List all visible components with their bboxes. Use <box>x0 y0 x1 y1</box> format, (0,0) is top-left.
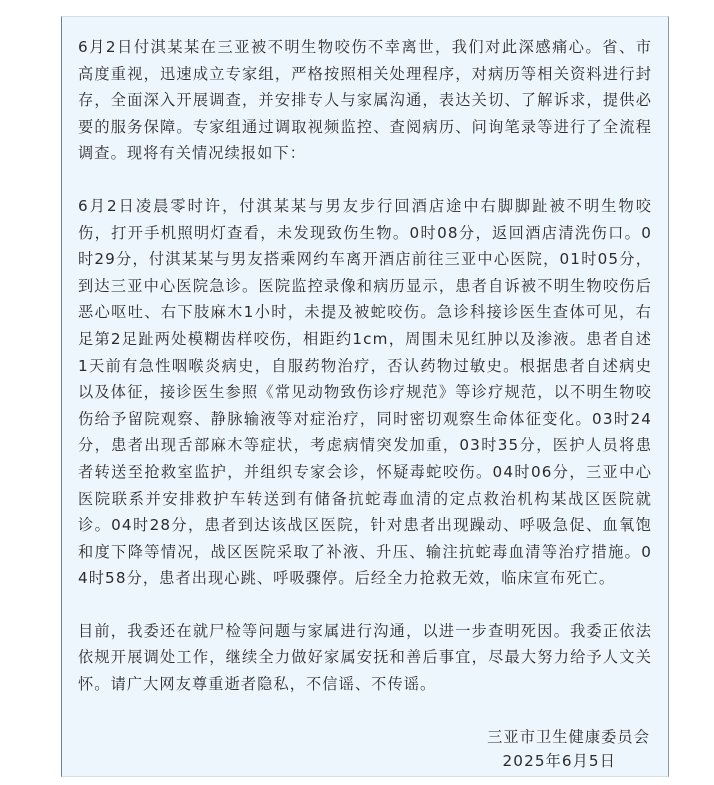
intro-paragraph: 6月2日付淇某某在三亚被不明生物咬伤不幸离世，我们对此深感痛心。省、市高度重视，迅速成立专家组，严格按照相关处理程序，对病历等相关资料进行封存，全面深入开展调查，并安排专人与家属沟通，表达关切、了解诉求，提供必要的服务保障。专家组通过调取视频监控、查阅病历、问询笔录等进行了全流程调查。现将有关情况续报如下： <box>78 38 652 163</box>
timeline-paragraph: 6月2日凌晨零时许，付淇某某与男友步行回酒店途中右脚脚趾被不明生物咬伤，打开手机照明灯查看，未发现致伤生物。0时08分，返回酒店清洗伤口。0时29分，付淇某某与男友搭乘网约车离开酒店前往三亚中心医院，01时05分，到达三亚中心医院急诊。医院监控录像和病历显示，患者自诉被不明生物咬伤后恶心呕吐、右下肢麻木1小时，未提及被蛇咬伤。急诊科接诊医生查体可见，右足第2足趾两处模糊齿样咬伤，相距约1cm，周围未见红肿以及渗液。患者自述1天前有急性咽喉炎病史，自服药物治疗，否认药物过敏史。根据患者自述病史以及体征，接诊医生参照《常见动物致伤诊疗规范》等诊疗规范，以不明生物咬伤给予留院观察、静脉输液等对症治疗，同时密切观察生命体征变化。03时24分，患者出现舌部麻木等症状，考虑病情突发加重，03时35分，医护人员将患者转送至抢救室监护，并组织专家会诊，怀疑毒蛇咬伤。04时06分，三亚中心医院联系并安排救护车转送到有储备抗蛇毒血清的定点救治机构某战区医院就诊。04时28分，患者到达该战区医院，针对患者出现躁动、呼吸急促、血氧饱和度下降等情况，战区医院采取了补液、升压、输注抗蛇毒血清等治疗措施。04时58分，患者出现心跳、呼吸骤停。后经全力抢救无效，临床宣布死亡。 <box>78 196 652 588</box>
signature-block <box>78 725 652 773</box>
notice-document <box>61 16 669 777</box>
signature-organization: 三亚市卫生健康委员会 <box>487 727 650 746</box>
closing-paragraph: 目前，我委还在就尸检等问题与家属进行沟通，以进一步查明死因。我委正依法依规开展调处工作，继续全力做好家属安抚和善后事宜，尽最大努力给予人文关怀。请广大网友尊重逝者隐私，不信谣、不传谣。 <box>78 621 652 694</box>
signature-date: 2025年6月5日 <box>502 751 616 770</box>
